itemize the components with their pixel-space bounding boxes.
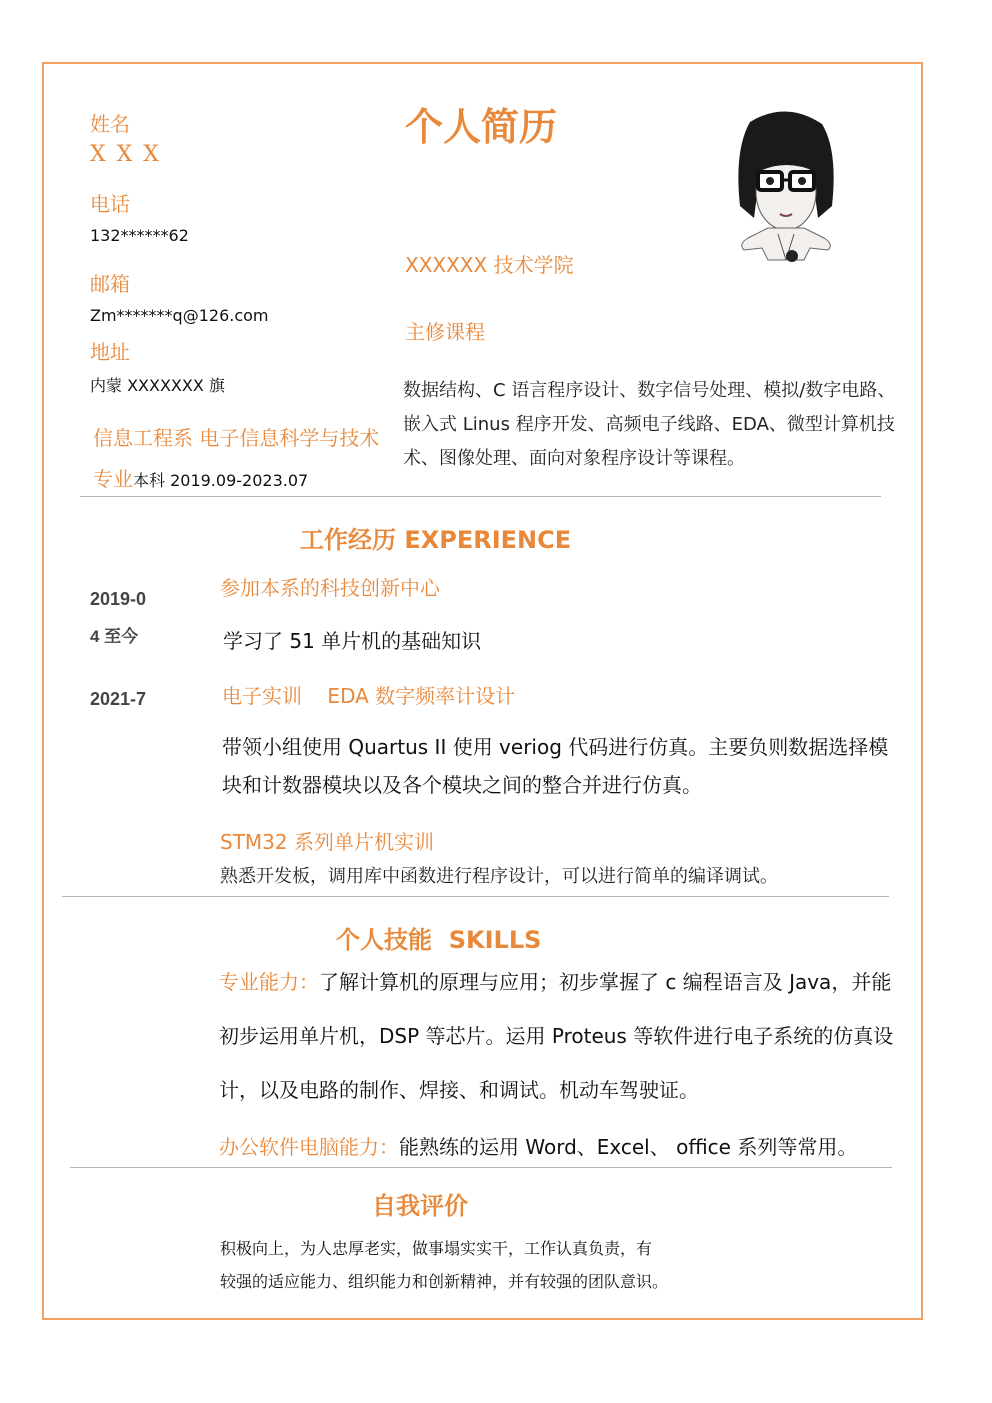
department: 信息工程系 电子信息科学与技术 bbox=[93, 426, 380, 450]
divider-2 bbox=[62, 896, 889, 897]
school-name: XXXXXX 技术学院 bbox=[405, 253, 574, 277]
exp-item-2-title: 电子实训 EDA 数字频率计设计 bbox=[222, 684, 516, 708]
email-value: Zm*******q@126.com bbox=[90, 306, 269, 325]
email-label: 邮箱 bbox=[90, 272, 130, 296]
address-label: 地址 bbox=[90, 340, 130, 364]
major-label: 专业 bbox=[93, 467, 133, 491]
exp-item-3-desc: 熟悉开发板，调用库中函数进行程序设计，可以进行简单的编译调试。 bbox=[220, 866, 778, 887]
page-title: 个人简历 bbox=[405, 105, 558, 149]
name-label: 姓名 bbox=[90, 112, 130, 136]
skills-office bbox=[219, 1131, 857, 1160]
experience-heading: 工作经历 EXPERIENCE bbox=[300, 526, 572, 554]
major-value: 本科 2019.09-2023.07 bbox=[133, 471, 309, 490]
skills-office-text: 能熟练的运用 Word、Excel、 office 系列等常用。 bbox=[399, 1135, 858, 1159]
exp-item-1-desc: 学习了 51 单片机的基础知识 bbox=[223, 629, 482, 653]
major-line bbox=[93, 463, 308, 492]
skills-professional bbox=[219, 955, 899, 1117]
date-2019-line1: 2019-0 bbox=[90, 589, 147, 609]
cartoon-girl-avatar-icon bbox=[728, 110, 844, 270]
evaluation-heading: 自我评价 bbox=[372, 1192, 468, 1220]
divider-3 bbox=[70, 1167, 892, 1168]
skills-office-label: 办公软件电脑能力： bbox=[219, 1135, 399, 1159]
phone-label: 电话 bbox=[90, 192, 130, 216]
exp-item-1-title: 参加本系的科技创新中心 bbox=[220, 576, 440, 600]
divider-1 bbox=[80, 496, 881, 497]
exp-item-3-title: STM32 系列单片机实训 bbox=[220, 830, 434, 854]
courses-text: 数据结构、C 语言程序设计、数字信号处理、模拟/数字电路、嵌入式 Linus 程序开发、高频电子线路、EDA、微型计算机技术、图像处理、面向对象程序设计等课程。 bbox=[403, 380, 896, 469]
skills-heading: 个人技能 SKILLS bbox=[336, 926, 542, 954]
skills-pro-text: 了解计算机的原理与应用；初步掌握了 c 编程语言及 Java，并能初步运用单片机，DSP 等芯片。运用 Proteus 等软件进行电子系统的仿真设计，以及电路的制作、焊接、和调试。机动车驾驶证。 bbox=[219, 970, 894, 1102]
address-value: 内蒙 XXXXXXX 旗 bbox=[90, 376, 225, 395]
phone-value: 132******62 bbox=[90, 226, 189, 245]
skills-pro-label: 专业能力： bbox=[219, 970, 319, 994]
name-value: X X X bbox=[90, 142, 161, 167]
date-2019-line2: 4 至今 bbox=[90, 627, 139, 646]
evaluation-line-1: 积极向上，为人忠厚老实，做事塌实实干，工作认真负责，有 bbox=[220, 1239, 653, 1258]
courses-label: 主修课程 bbox=[405, 320, 485, 344]
exp-item-2-desc: 带领小组使用 Quartus II 使用 veriog 代码进行仿真。主要负则数据选择模块和计数器模块以及各个模块之间的整合并进行仿真。 bbox=[222, 735, 889, 797]
evaluation-line-2: 较强的适应能力、组织能力和创新精神，并有较强的团队意识。 bbox=[220, 1272, 669, 1291]
date-2021: 2021-7 bbox=[90, 689, 147, 709]
